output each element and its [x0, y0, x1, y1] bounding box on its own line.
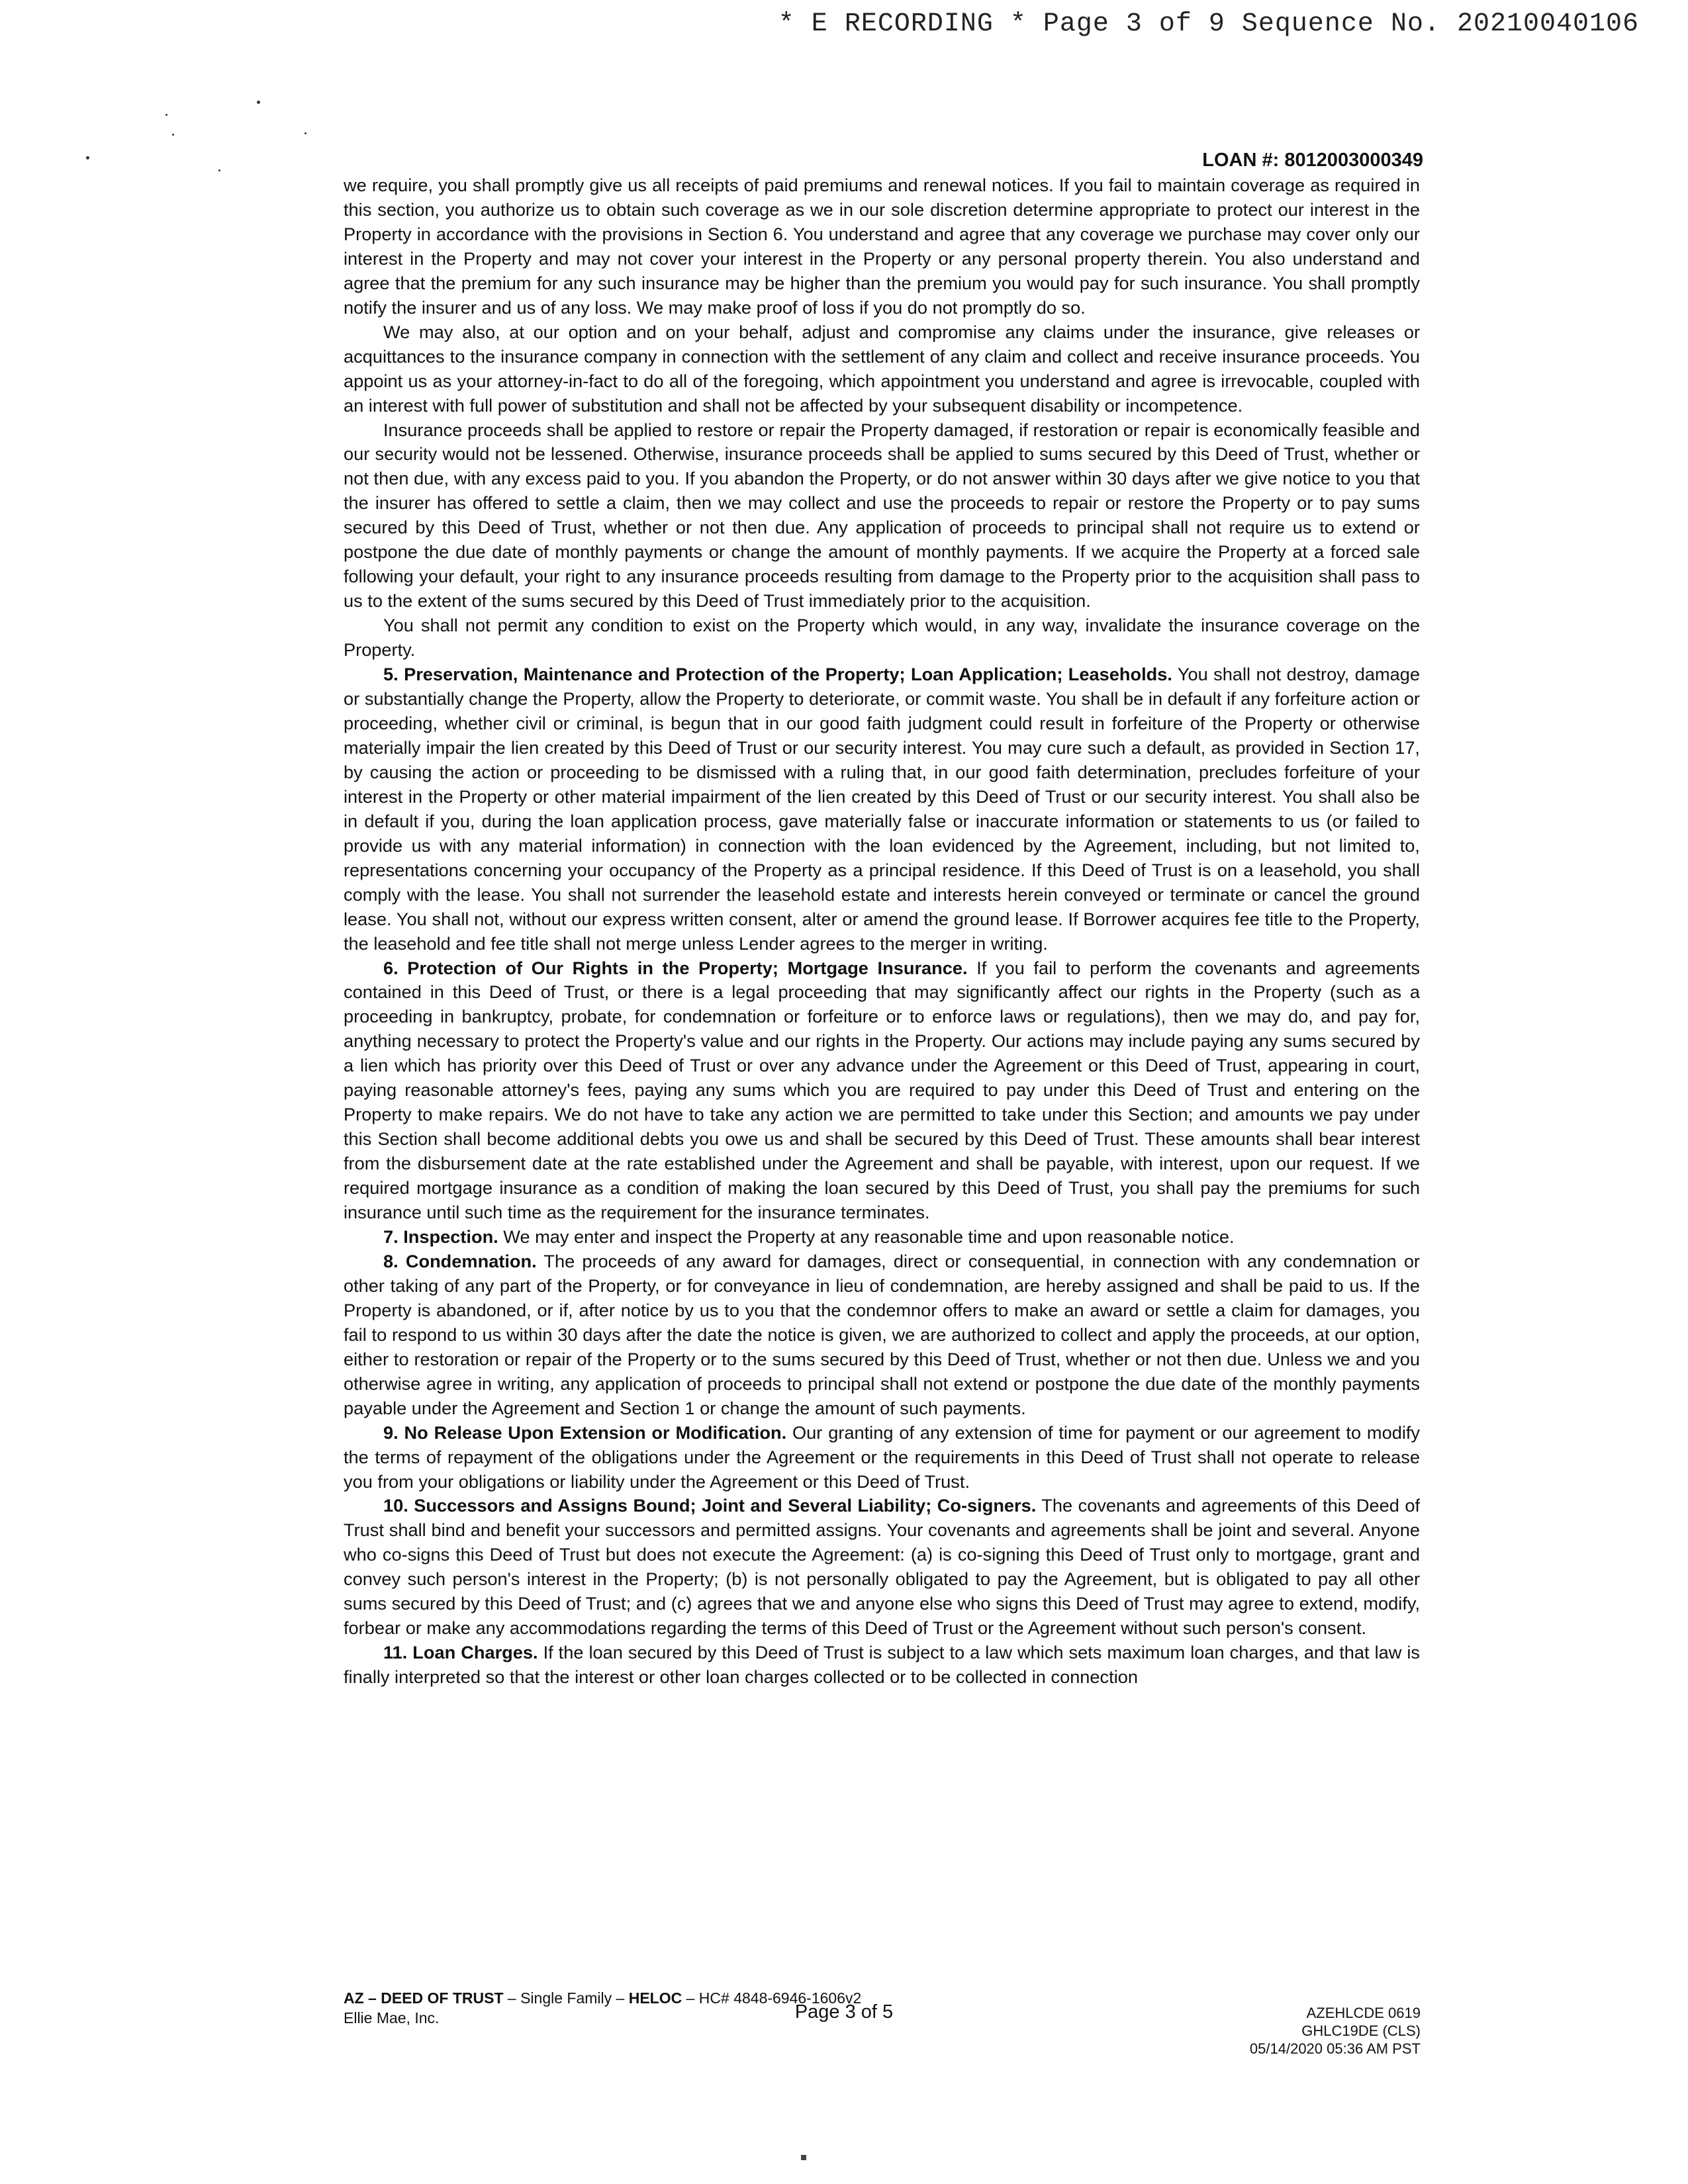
section-text: You shall not destroy, damage or substantially change the Property, allow the Property to deteriorate, or commit waste. You shall be in default if any forfeiture action or proceeding, whether civil or criminal, is begun that in our good faith judgment could result in forfeiture of the Property or otherwise materially impair the lien created by this Deed of Trust or our security interest. You may cure such a default, as provided in Section 17, by causing the action or proceeding to be dismissed with a ruling that, in our good faith determination, precludes forfeiture of your interest in the Property or other material impairment of the lien created by this Deed of Trust or our security interest. You shall also be in default if you, during the loan application process, gave materially false or inaccurate information or statements to us (or failed to provide us with any material information) in connection with the loan evidenced by the Agreement, including, but not limited to, representations concerning your occupancy of the Property as a principal residence. If this Deed of Trust is on a leasehold, you shall comply with the lease. You shall not surrender the leasehold estate and interests herein conveyed or terminate or cancel the ground lease. You shall not, without our express written consent, alter or amend the ground lease. If Borrower acquires fee title to the Property, the leasehold and fee title shall not merge unless Lender agrees to the merger in writing. — [344, 664, 1420, 954]
section-heading: 10. Successors and Assigns Bound; Joint and Several Liability; Co-signers. — [383, 1495, 1037, 1516]
scan-speck — [165, 114, 167, 116]
print-timestamp: 05/14/2020 05:36 AM PST — [1249, 2040, 1421, 2057]
scan-speck — [257, 101, 260, 104]
section-8 — [344, 1250, 1420, 1421]
paragraph: Insurance proceeds shall be applied to restore or repair the Property damaged, if restoration or repair is economically feasible and our security would not be lessened. Otherwise, insurance proceeds shall be applied to sums secured by this Deed of Trust, whether or not then due, with any excess paid to you. If you abandon the Property, or do not answer within 30 days after we give notice to you that the insurer has offered to settle a claim, then we may collect and use the proceeds to repair or restore the Property or to pay sums secured by this Deed of Trust, whether or not then due. Any application of proceeds to principal shall not require us to extend or postpone the due date of monthly payments or change the amount of monthly payments. If we acquire the Property at a forced sale following your default, your right to any insurance proceeds resulting from damage to the Property prior to the acquisition shall pass to us to the extent of the sums secured by this Deed of Trust immediately prior to the acquisition. — [344, 419, 1420, 612]
footer-codes — [1250, 2004, 1421, 2058]
scan-speck — [86, 156, 89, 159]
section-11 — [344, 1641, 1420, 1690]
section-9 — [344, 1421, 1420, 1494]
section-heading: 9. No Release Upon Extension or Modification. — [383, 1422, 787, 1443]
form-type: HELOC — [628, 1989, 682, 2007]
section-5 — [344, 662, 1420, 956]
section-text: If the loan secured by this Deed of Trust is subject to a law which sets maximum loan charges, and that law is finally interpreted so that the interest or other loan charges collected or to be collected in connection — [344, 1642, 1420, 1688]
form-desc: – Single Family – — [503, 1989, 629, 2007]
section-text: If you fail to perform the covenants and agreements contained in this Deed of Trust, or there is a legal proceeding that may significantly affect our rights in the Property (such as a proceeding in bankruptcy, probate, for condemnation or forfeiture or to enforce laws or regulations), then we may do, and pay for, anything necessary to protect the Property's value and our rights in the Property. Our actions may include paying any sums secured by a lien which has priority over this Deed of Trust or over any advance under the Agreement or this Deed of Trust, appearing in court, paying reasonable attorney's fees, paying any sums which you are required to pay under this Deed of Trust and entering on the Property to make repairs. We do not have to take any action we are permitted to take under this Section; and amounts we pay under this Section shall become additional debts you owe us and shall be secured by this Deed of Trust. These amounts shall bear interest from the disbursement date at the rate established under the Agreement and shall be payable, with interest, upon our request. If we required mortgage insurance as a condition of making the loan secured by this Deed of Trust, you shall pay the premiums for such insurance until such time as the requirement for the insurance terminates. — [344, 957, 1420, 1223]
section-text: We may enter and inspect the Property at any reasonable time and upon reasonable notice. — [498, 1226, 1235, 1247]
section-heading: 11. Loan Charges. — [383, 1642, 538, 1663]
section-text: Our granting of any extension of time for payment or our agreement to modify the terms of repayment of the obligations under the Agreement or the requirements in this Deed of Trust shall not operate to release you from your obligations or liability under the Agreement or this Deed of Trust. — [344, 1422, 1421, 1492]
form-code-1: AZEHLCDE 0619 — [1306, 2005, 1421, 2021]
scan-speck — [218, 169, 220, 171]
scan-speck — [172, 134, 174, 136]
form-code-2: GHLC19DE (CLS) — [1301, 2023, 1421, 2039]
section-7 — [344, 1225, 1420, 1250]
scan-specks — [79, 93, 357, 185]
paragraph: You shall not permit any condition to exist on the Property which would, in any way, invalidate the insurance coverage on the Property. — [344, 615, 1420, 660]
paragraph: we require, you shall promptly give us all receipts of paid premiums and renewal notices. If you fail to maintain coverage as required in this section, you authorize us to obtain such coverage as we in our sole discretion determine appropriate to protect our interest in the Property in accordance with the provisions in Section 6. You understand and agree that any coverage we purchase may cover only our interest in the Property and may not cover your interest in the Property or any personal property therein. You also understand and agree that the premium for any such insurance may be higher than the premium you would pay for such insurance. You shall promptly notify the insurer and us of any loss. We may make proof of loss if you do not promptly do so. — [344, 175, 1420, 318]
section-heading: 7. Inspection. — [383, 1226, 498, 1247]
document-body — [344, 173, 1420, 1690]
form-title: AZ – DEED OF TRUST — [344, 1989, 504, 2007]
paragraph: We may also, at our option and on your behalf, adjust and compromise any claims under the insurance, give releases or acquittances to the insurance company in connection with the settlement of any claim and collect and receive insurance proceeds. You appoint us as your attorney-in-fact to do all of the foregoing, which appointment you understand and agree is irrevocable, coupled with an interest with full power of substitution and shall not be affected by your subsequent disability or incompetence. — [344, 321, 1420, 416]
section-text: The proceeds of any award for damages, direct or consequential, in connection with any condemnation or other taking of any part of the Property, or for conveyance in lieu of condemnation, are hereby assigned and shall be paid to us. If the Property is abandoned, or if, after notice by us to you that the condemnor offers to make an award or settle a claim for damages, you fail to respond to us within 30 days after the date the notice is given, we are authorized to collect and apply the proceeds, at our option, either to restoration or repair of the Property or to the sums secured by this Deed of Trust, whether or not then due. Unless we and you otherwise agree in writing, any application of proceeds to principal shall not extend or postpone the due date of the monthly payments payable under the Agreement and Section 1 or change the amount of such payments. — [344, 1250, 1420, 1418]
section-heading: 5. Preservation, Maintenance and Protection of the Property; Loan Application; Leaseholds. — [383, 664, 1172, 685]
section-heading: 8. Condemnation. — [383, 1250, 537, 1271]
section-6 — [344, 956, 1420, 1225]
section-text: The covenants and agreements of this Deed of Trust shall bind and benefit your successors and permitted assigns. Your covenants and agreements shall be joint and several. Anyone who co-signs this Deed of Trust but does not execute the Agreement: (a) is co-signing this Deed of Trust only to mortgage, grant and convey such person's interest in the Property; (b) is not personally obligated to pay the Agreement, but is obligated to pay all other sums secured by this Deed of Trust; and (c) agrees that we and anyone else who signs this Deed of Trust may agree to extend, modify, forbear or make any accommodations regarding the terms of this Deed of Trust or the Agreement without such person's consent. — [344, 1495, 1420, 1639]
section-10 — [344, 1494, 1420, 1641]
scan-speck — [305, 132, 306, 134]
form-code: – HC# 4848-6946-1606v2 — [682, 1989, 862, 2007]
section-heading: 6. Protection of Our Rights in the Property; Mortgage Insurance. — [383, 957, 968, 978]
scan-mark — [801, 2155, 806, 2160]
company-name: Ellie Mae, Inc. — [344, 2009, 440, 2026]
recording-stamp: * E RECORDING * Page 3 of 9 Sequence No. 20210040106 — [778, 9, 1639, 39]
loan-number: LOAN #: 8012003000349 — [1202, 150, 1423, 171]
page-number: Page 3 of 5 — [794, 2001, 894, 2023]
